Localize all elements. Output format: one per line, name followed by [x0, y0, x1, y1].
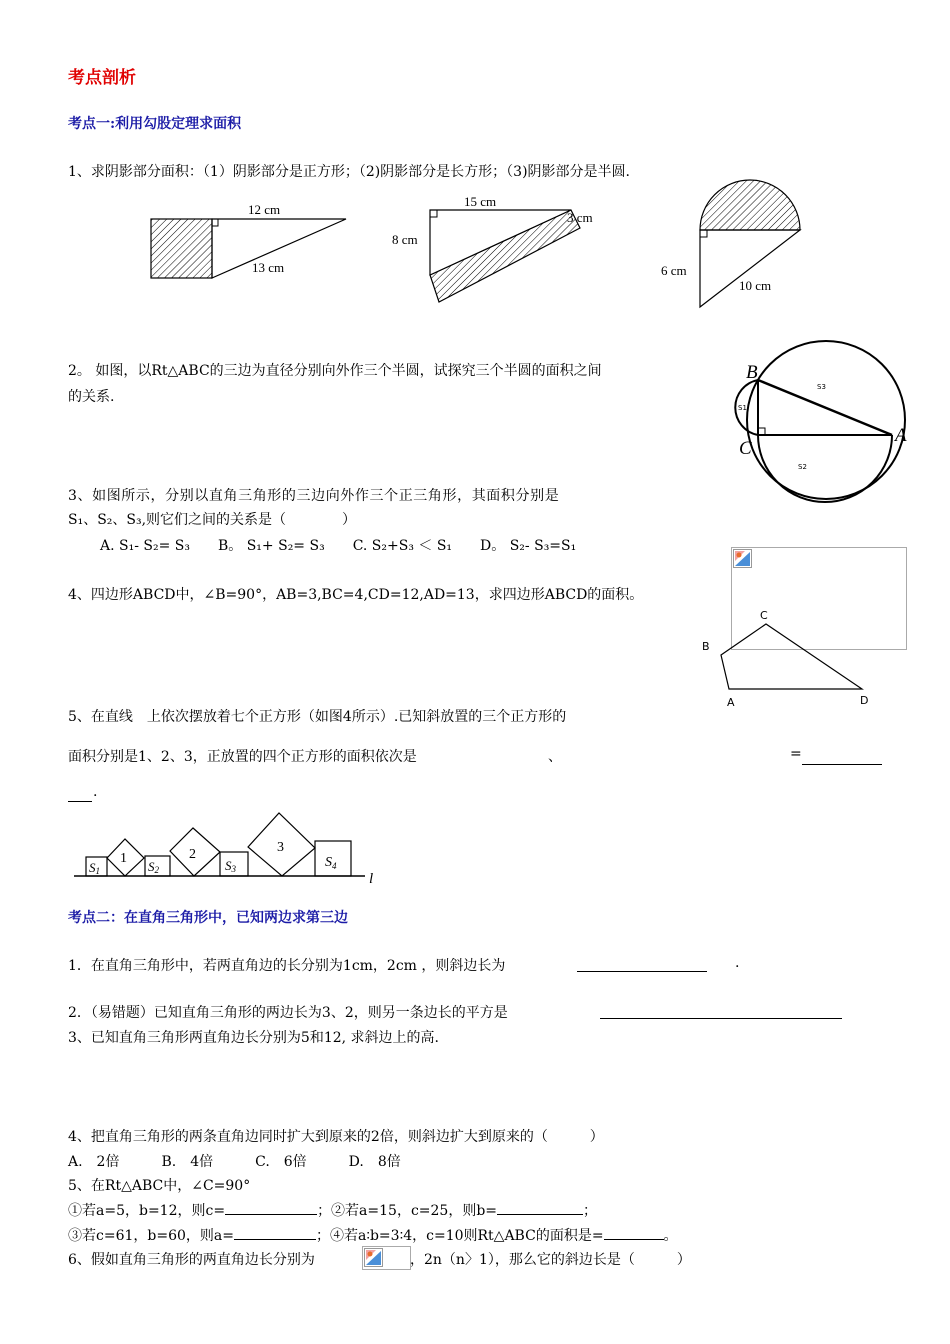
figure-three-semicircles	[722, 330, 922, 510]
label-s3: S3	[817, 383, 826, 391]
broken-image-icon	[364, 1248, 384, 1268]
sq-label-s1: S1	[89, 860, 100, 876]
label-a: A	[895, 425, 907, 446]
answer-blank-2-5d[interactable]	[604, 1225, 664, 1240]
fig2-right-label: 3 cm	[567, 210, 593, 225]
question-1-3-options: A. S₁- S₂= S₃ B。 S₁+ S₂= S₃ C. S₂+S₃ ＜ S₁ D。 S₂- S₃=S₁	[100, 538, 577, 554]
question-2-5: 5、在Rt△ABC中，∠C=90°	[68, 1178, 251, 1194]
sq-label-s4: $S_4$	[325, 855, 337, 871]
figure-square-triangle	[140, 196, 370, 296]
question-1-5-line1: 5、在直线 上依次摆放着七个正方形（如图4所示）.已知斜放置的三个正方形的	[68, 709, 567, 725]
inline-image-placeholder	[362, 1246, 411, 1270]
answer-blank-2-5c[interactable]	[234, 1225, 316, 1240]
question-1-5-line2: 面积分别是1、2、3，正放置的四个正方形的面积依次是	[68, 749, 417, 765]
answer-blank-1-5a[interactable]	[802, 746, 882, 765]
fig1-hyp-label: 13 cm	[252, 260, 285, 275]
q2-5-part-c: ③若c=61，b=60，则a=	[68, 1228, 234, 1244]
question-2-4: 4、把直角三角形的两条直角边同时扩大到原来的2倍，则斜边扩大到原来的（ ）	[68, 1129, 604, 1145]
q2-5-part-b: ；②若a=15，c=25，则b=	[317, 1203, 498, 1219]
fig1-top-label: 12 cm	[248, 202, 281, 217]
q2-5-part-a: ①若a=5，b=12，则c=	[68, 1203, 226, 1219]
q2-5-part-d: ；④若a∶b=3∶4，c=10则Rt△ABC的面积是=	[315, 1228, 604, 1244]
label-quad-b: B	[702, 640, 710, 653]
fig3-left-label: 6 cm	[661, 263, 687, 278]
label-quad-d: D	[860, 694, 869, 707]
answer-blank-2-1[interactable]	[577, 955, 707, 972]
label-c: C	[739, 438, 752, 459]
sq-label-2: 2	[189, 847, 196, 862]
label-s1: S1	[738, 404, 747, 412]
figure-seven-squares	[70, 808, 390, 888]
question-1-3-line2: S₁、S₂、S₃,则它们之间的关系是（ ）	[68, 512, 357, 528]
question-1-2-line2: 的关系.	[68, 389, 115, 405]
label-quad-c: C	[760, 609, 768, 622]
question-1-5-separator: 、	[548, 749, 562, 765]
sq-label-3: 3	[277, 840, 284, 855]
label-quad-a: A	[727, 696, 735, 709]
answer-blank-2-5a[interactable]	[225, 1200, 317, 1215]
page-title: 考点剖析	[68, 68, 136, 88]
fig2-left-label: 8 cm	[392, 232, 418, 247]
answer-blank-2-5b[interactable]	[497, 1200, 583, 1215]
answer-blank-1-5b[interactable]	[68, 783, 92, 802]
label-s2: S2	[798, 463, 807, 471]
question-2-6-pre: 6、假如直角三角形的两直角边长分别为	[68, 1252, 315, 1268]
q2-5-part-b-end: ；	[583, 1203, 598, 1219]
fig3-hyp-label: 10 cm	[739, 278, 772, 293]
question-1-3-line1: 3、如图所示，分别以直角三角形的三边向外作三个正三角形，其面积分别是	[68, 488, 560, 504]
question-1-1: 1、求阴影部分面积：（1）阴影部分是正方形；（2)阴影部分是长方形；（3)阴影部分是半圆.	[68, 164, 631, 180]
label-b: B	[746, 362, 758, 383]
section-heading-1: 考点一:利用勾股定理求面积	[68, 116, 242, 132]
question-2-3: 3、已知直角三角形两直角边长分别为5和12, 求斜边上的高.	[68, 1030, 439, 1046]
question-1-5-tail: .	[93, 784, 98, 800]
question-2-2: 2．（易错题）已知直角三角形的两边长为3、2，则另一条边长的平方是	[68, 1005, 508, 1021]
sq-label-1: 1	[120, 851, 127, 866]
question-2-1: 1．在直角三角形中，若两直角边的长分别为1cm，2cm ，则斜边长为	[68, 958, 506, 974]
question-1-2-line1: 2。 如图，以Rt△ABC的三边为直径分别向外作三个半圆，试探究三个半圆的面积之间	[68, 363, 602, 379]
sq-label-s3: S3	[225, 858, 236, 874]
q2-5-part-d-end: 。	[663, 1228, 678, 1244]
answer-blank-2-2[interactable]	[600, 1002, 842, 1019]
figure-semicircle-triangle	[655, 180, 815, 315]
figure-quadrilateral	[700, 608, 880, 718]
figure-triangle-rectangle	[390, 192, 610, 302]
section-heading-2: 考点二：在直角三角形中，已知两边求第三边	[68, 910, 348, 926]
sq-label-s2: S2	[148, 859, 159, 875]
question-2-5-row1	[68, 1200, 597, 1220]
question-1-5-equals: =	[790, 746, 802, 762]
question-2-6-post: ，2n（n〉1），那么它的斜边长是（ ）	[410, 1252, 691, 1268]
question-2-5-row2	[68, 1225, 678, 1245]
broken-image-icon	[733, 549, 753, 569]
line-label-l: l	[369, 871, 374, 887]
fig2-top-label: 15 cm	[464, 194, 497, 209]
question-1-4: 4、四边形ABCD中，∠B=90°，AB=3,BC=4,CD=12,AD=13，求四边形ABCD的面积。	[68, 587, 644, 603]
question-2-4-options: A. 2倍 B. 4倍 C. 6倍 D. 8倍	[68, 1154, 401, 1170]
question-2-1-tail: .	[735, 955, 740, 971]
